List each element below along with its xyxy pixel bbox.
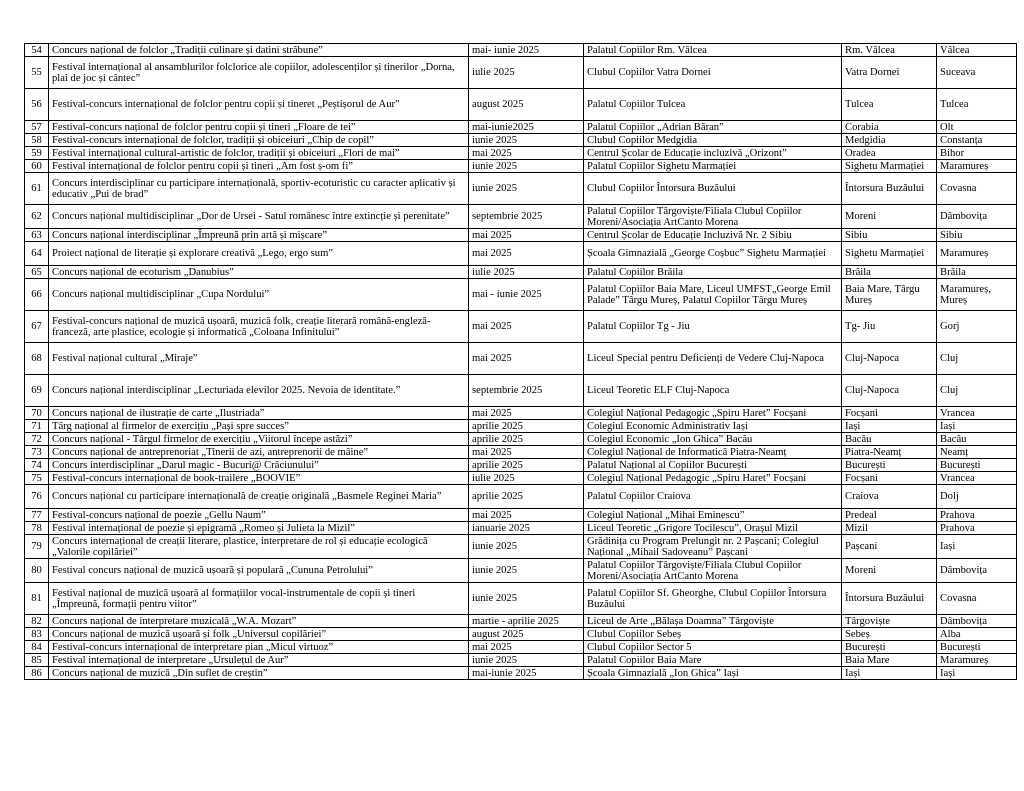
table-row <box>25 89 1017 121</box>
event-period-cell: mai 2025 <box>469 343 584 375</box>
event-period-cell: aprilie 2025 <box>469 433 584 446</box>
organizer-cell: Clubul Copiilor Întorsura Buzăului <box>584 173 842 205</box>
locality-cell: Medgidia <box>842 134 937 147</box>
event-period-cell: septembrie 2025 <box>469 205 584 229</box>
table-row <box>25 229 1017 242</box>
table-row <box>25 420 1017 433</box>
county-cell: Iași <box>937 667 1017 680</box>
locality-cell: Vatra Dornei <box>842 57 937 89</box>
table-row <box>25 147 1017 160</box>
event-period-cell: mai 2025 <box>469 147 584 160</box>
event-period-cell: mai- iunie 2025 <box>469 44 584 57</box>
row-number-cell: 76 <box>25 485 49 509</box>
organizer-cell: Clubul Copiilor Medgidia <box>584 134 842 147</box>
organizer-cell: Centrul Școlar de Educație Incluzivă Nr. 2 Sibiu <box>584 229 842 242</box>
county-cell: Vrancea <box>937 407 1017 420</box>
county-cell: Covasna <box>937 583 1017 615</box>
county-cell: București <box>937 641 1017 654</box>
event-period-cell: aprilie 2025 <box>469 485 584 509</box>
event-name-cell: Concurs național multidisciplinar „Dor de Ursei - Satul românesc între extincție și perenitate” <box>49 205 469 229</box>
county-cell: Prahova <box>937 522 1017 535</box>
row-number-cell: 79 <box>25 535 49 559</box>
organizer-cell: Colegiul Național Pedagogic „Spiru Haret” Focșani <box>584 407 842 420</box>
county-cell: Vrancea <box>937 472 1017 485</box>
event-period-cell: iulie 2025 <box>469 57 584 89</box>
row-number-cell: 64 <box>25 242 49 266</box>
locality-cell: Iași <box>842 667 937 680</box>
table-row <box>25 375 1017 407</box>
table-row <box>25 583 1017 615</box>
locality-cell: Întorsura Buzăului <box>842 583 937 615</box>
table-row <box>25 134 1017 147</box>
event-name-cell: Concurs național de antreprenoriat „Tinerii de azi, antreprenorii de mâine” <box>49 446 469 459</box>
table-row <box>25 343 1017 375</box>
row-number-cell: 72 <box>25 433 49 446</box>
locality-cell: Sebeș <box>842 628 937 641</box>
organizer-cell: Colegiul Național de Informatică Piatra-Neamț <box>584 446 842 459</box>
event-period-cell: iunie 2025 <box>469 535 584 559</box>
row-number-cell: 56 <box>25 89 49 121</box>
county-cell: Vâlcea <box>937 44 1017 57</box>
locality-cell: Baia Mare <box>842 654 937 667</box>
event-period-cell: ianuarie 2025 <box>469 522 584 535</box>
row-number-cell: 67 <box>25 311 49 343</box>
row-number-cell: 57 <box>25 121 49 134</box>
events-table <box>24 43 1017 680</box>
event-period-cell: mai 2025 <box>469 446 584 459</box>
row-number-cell: 82 <box>25 615 49 628</box>
row-number-cell: 63 <box>25 229 49 242</box>
row-number-cell: 78 <box>25 522 49 535</box>
organizer-cell: Centrul Școlar de Educație incluzivă „Orizont” <box>584 147 842 160</box>
county-cell: Maramureș <box>937 654 1017 667</box>
event-name-cell: Târg național al firmelor de exercițiu „Pași spre succes” <box>49 420 469 433</box>
county-cell: Tulcea <box>937 89 1017 121</box>
locality-cell: Focșani <box>842 407 937 420</box>
table-row <box>25 615 1017 628</box>
row-number-cell: 75 <box>25 472 49 485</box>
organizer-cell: Palatul Copiilor Sf. Gheorghe, Clubul Copiilor Întorsura Buzăului <box>584 583 842 615</box>
event-name-cell: Festival-concurs național de poezie „Gellu Naum” <box>49 509 469 522</box>
organizer-cell: Palatul Copiilor Târgoviște/Filiala Clubul Copiilor Moreni/Asociația ArtCanto Morena <box>584 559 842 583</box>
table-row <box>25 242 1017 266</box>
event-name-cell: Concurs național de muzică ușoară și folk „Universul copilăriei” <box>49 628 469 641</box>
event-name-cell: Festival internațional de interpretare „Ursulețul de Aur” <box>49 654 469 667</box>
row-number-cell: 58 <box>25 134 49 147</box>
locality-cell: Brăila <box>842 266 937 279</box>
locality-cell: Tg- Jiu <box>842 311 937 343</box>
table-row <box>25 160 1017 173</box>
organizer-cell: Clubul Copiilor Vatra Dornei <box>584 57 842 89</box>
county-cell: Alba <box>937 628 1017 641</box>
event-name-cell: Concurs național de muzică „Din suflet de creștin” <box>49 667 469 680</box>
row-number-cell: 55 <box>25 57 49 89</box>
county-cell: Sibiu <box>937 229 1017 242</box>
event-name-cell: Festival-concurs internațional de interpretare pian „Micul virtuoz” <box>49 641 469 654</box>
table-row <box>25 628 1017 641</box>
county-cell: Cluj <box>937 375 1017 407</box>
event-period-cell: martie - aprilie 2025 <box>469 615 584 628</box>
table-row <box>25 44 1017 57</box>
table-row <box>25 311 1017 343</box>
organizer-cell: Palatul Copiilor Târgoviște/Filiala Clubul Copiilor Moreni/Asociația ArtCanto Morena <box>584 205 842 229</box>
event-name-cell: Festival internațional al ansamblurilor folclorice ale copiilor, adolescenților și tinerilor „Dorna, plai de joc și cântec” <box>49 57 469 89</box>
table-row <box>25 485 1017 509</box>
event-period-cell: mai 2025 <box>469 509 584 522</box>
event-period-cell: iunie 2025 <box>469 134 584 147</box>
organizer-cell: Palatul Copiilor Craiova <box>584 485 842 509</box>
row-number-cell: 83 <box>25 628 49 641</box>
event-period-cell: mai 2025 <box>469 242 584 266</box>
event-name-cell: Concurs național interdisciplinar „Împreună prin artă și mișcare” <box>49 229 469 242</box>
row-number-cell: 60 <box>25 160 49 173</box>
locality-cell: București <box>842 459 937 472</box>
row-number-cell: 68 <box>25 343 49 375</box>
event-period-cell: aprilie 2025 <box>469 459 584 472</box>
locality-cell: Întorsura Buzăului <box>842 173 937 205</box>
organizer-cell: Liceul Special pentru Deficienți de Vedere Cluj-Napoca <box>584 343 842 375</box>
row-number-cell: 61 <box>25 173 49 205</box>
county-cell: Gorj <box>937 311 1017 343</box>
event-name-cell: Concurs interdisciplinar „Darul magic - Bucuri@ Crăciunului” <box>49 459 469 472</box>
organizer-cell: Clubul Copiilor Sebeș <box>584 628 842 641</box>
organizer-cell: Liceul Teoretic ELF Cluj-Napoca <box>584 375 842 407</box>
event-name-cell: Concurs național - Târgul firmelor de exercițiu „Viitorul începe astăzi” <box>49 433 469 446</box>
event-name-cell: Concurs național de interpretare muzicală „W.A. Mozart” <box>49 615 469 628</box>
locality-cell: Pașcani <box>842 535 937 559</box>
event-period-cell: septembrie 2025 <box>469 375 584 407</box>
row-number-cell: 86 <box>25 667 49 680</box>
organizer-cell: Palatul Național al Copiilor București <box>584 459 842 472</box>
county-cell: Maramureș <box>937 160 1017 173</box>
county-cell: București <box>937 459 1017 472</box>
county-cell: Cluj <box>937 343 1017 375</box>
county-cell: Maramureș <box>937 242 1017 266</box>
row-number-cell: 80 <box>25 559 49 583</box>
row-number-cell: 62 <box>25 205 49 229</box>
county-cell: Dâmbovița <box>937 559 1017 583</box>
event-name-cell: Concurs național de folclor „Tradiții culinare și datini străbune” <box>49 44 469 57</box>
event-period-cell: iunie 2025 <box>469 583 584 615</box>
event-period-cell: august 2025 <box>469 89 584 121</box>
event-name-cell: Festival internațional de poezie și epigramă „Romeo și Julieta la Mizil” <box>49 522 469 535</box>
events-table-body <box>25 44 1017 680</box>
event-name-cell: Festival-concurs internațional de folclor, tradiții și obiceiuri „Chip de copil” <box>49 134 469 147</box>
organizer-cell: Grădinița cu Program Prelungit nr. 2 Pașcani; Colegiul Național „Mihail Sadoveanu” Pașcani <box>584 535 842 559</box>
table-row <box>25 433 1017 446</box>
table-row <box>25 509 1017 522</box>
event-name-cell: Festival internațional cultural-artistic de folclor, tradiții și obiceiuri „Flori de mai” <box>49 147 469 160</box>
event-name-cell: Concurs interdisciplinar cu participare internațională, sportiv-ecoturistic cu caracter aplicativ și educativ „Pui de brad” <box>49 173 469 205</box>
locality-cell: Moreni <box>842 559 937 583</box>
event-name-cell: Concurs național de ilustrație de carte „Ilustriada” <box>49 407 469 420</box>
county-cell: Iași <box>937 420 1017 433</box>
row-number-cell: 85 <box>25 654 49 667</box>
table-row <box>25 522 1017 535</box>
table-row <box>25 173 1017 205</box>
row-number-cell: 71 <box>25 420 49 433</box>
event-period-cell: iunie 2025 <box>469 559 584 583</box>
event-name-cell: Festival-concurs național de folclor pentru copii și tineri „Floare de tei” <box>49 121 469 134</box>
county-cell: Dâmbovița <box>937 205 1017 229</box>
row-number-cell: 65 <box>25 266 49 279</box>
locality-cell: Predeal <box>842 509 937 522</box>
table-row <box>25 446 1017 459</box>
locality-cell: Focșani <box>842 472 937 485</box>
table-row <box>25 266 1017 279</box>
event-period-cell: mai-iunie 2025 <box>469 667 584 680</box>
organizer-cell: Colegiul Economic „Ion Ghica” Bacău <box>584 433 842 446</box>
county-cell: Dolj <box>937 485 1017 509</box>
row-number-cell: 84 <box>25 641 49 654</box>
locality-cell: Sighetu Marmației <box>842 160 937 173</box>
locality-cell: Târgoviște <box>842 615 937 628</box>
locality-cell: Iași <box>842 420 937 433</box>
row-number-cell: 69 <box>25 375 49 407</box>
table-row <box>25 641 1017 654</box>
organizer-cell: Colegiul Economic Administrativ Iași <box>584 420 842 433</box>
county-cell: Prahova <box>937 509 1017 522</box>
row-number-cell: 73 <box>25 446 49 459</box>
organizer-cell: Palatul Copiilor Rm. Vâlcea <box>584 44 842 57</box>
event-name-cell: Festival-concurs internațional de folclor pentru copii și tineret „Peștișorul de Aur” <box>49 89 469 121</box>
organizer-cell: Clubul Copiilor Sector 5 <box>584 641 842 654</box>
county-cell: Brăila <box>937 266 1017 279</box>
county-cell: Bacău <box>937 433 1017 446</box>
event-name-cell: Concurs național interdisciplinar „Lecturiada elevilor 2025. Nevoia de identitate.” <box>49 375 469 407</box>
organizer-cell: Palatul Copiilor Tg - Jiu <box>584 311 842 343</box>
locality-cell: Bacău <box>842 433 937 446</box>
event-name-cell: Concurs internațional de creații literare, plastice, interpretare de rol și educație ecologică „Valorile copilăriei” <box>49 535 469 559</box>
row-number-cell: 70 <box>25 407 49 420</box>
organizer-cell: Școala Gimnazială „Ion Ghica” Iași <box>584 667 842 680</box>
table-row <box>25 279 1017 311</box>
locality-cell: Craiova <box>842 485 937 509</box>
locality-cell: Cluj-Napoca <box>842 343 937 375</box>
locality-cell: Corabia <box>842 121 937 134</box>
event-name-cell: Festival-concurs național de muzică ușoară, muzică folk, creație literară română-engleză-franceză, arte plastice, ecologie și informatică „Coloana Infinitului” <box>49 311 469 343</box>
organizer-cell: Palatul Copiilor Brăila <box>584 266 842 279</box>
event-period-cell: mai-iunie2025 <box>469 121 584 134</box>
organizer-cell: Palatul Copiilor Baia Mare, Liceul UMFST„George Emil Palade” Târgu Mureș, Palatul Copiilor Târgu Mureș <box>584 279 842 311</box>
organizer-cell: Școala Gimnazială „George Coșbuc” Sighetu Marmației <box>584 242 842 266</box>
table-row <box>25 667 1017 680</box>
locality-cell: Cluj-Napoca <box>842 375 937 407</box>
event-period-cell: august 2025 <box>469 628 584 641</box>
event-name-cell: Concurs național de ecoturism „Danubius” <box>49 266 469 279</box>
event-name-cell: Proiect național de literație și explorare creativă „Lego, ergo sum” <box>49 242 469 266</box>
event-period-cell: mai - iunie 2025 <box>469 279 584 311</box>
organizer-cell: Palatul Copiilor Baia Mare <box>584 654 842 667</box>
organizer-cell: Palatul Copiilor „Adrian Băran” <box>584 121 842 134</box>
locality-cell: Tulcea <box>842 89 937 121</box>
event-period-cell: mai 2025 <box>469 229 584 242</box>
county-cell: Constanța <box>937 134 1017 147</box>
locality-cell: Rm. Vâlcea <box>842 44 937 57</box>
document-page <box>24 43 996 680</box>
locality-cell: Sibiu <box>842 229 937 242</box>
table-row <box>25 459 1017 472</box>
organizer-cell: Palatul Copiilor Sighetu Marmației <box>584 160 842 173</box>
event-period-cell: aprilie 2025 <box>469 420 584 433</box>
row-number-cell: 54 <box>25 44 49 57</box>
row-number-cell: 66 <box>25 279 49 311</box>
locality-cell: Moreni <box>842 205 937 229</box>
event-period-cell: iunie 2025 <box>469 173 584 205</box>
county-cell: Maramureș, Mureș <box>937 279 1017 311</box>
event-period-cell: mai 2025 <box>469 641 584 654</box>
event-name-cell: Festival național de muzică ușoară al formațiilor vocal-instrumentale de copii și tineri „Împreună, formații pentru viitor” <box>49 583 469 615</box>
county-cell: Suceava <box>937 57 1017 89</box>
county-cell: Iași <box>937 535 1017 559</box>
locality-cell: Sighetu Marmației <box>842 242 937 266</box>
county-cell: Covasna <box>937 173 1017 205</box>
table-row <box>25 407 1017 420</box>
table-row <box>25 535 1017 559</box>
event-name-cell: Festival-concurs internațional de book-trailere „BOOVIE” <box>49 472 469 485</box>
table-row <box>25 121 1017 134</box>
organizer-cell: Colegiul Național Pedagogic „Spiru Haret” Focșani <box>584 472 842 485</box>
event-name-cell: Festival național cultural „Miraje” <box>49 343 469 375</box>
event-period-cell: iulie 2025 <box>469 266 584 279</box>
table-row <box>25 472 1017 485</box>
row-number-cell: 81 <box>25 583 49 615</box>
event-name-cell: Festival internațional de folclor pentru copii și tineri „Am fost ș-om fi” <box>49 160 469 173</box>
locality-cell: Piatra-Neamț <box>842 446 937 459</box>
locality-cell: Oradea <box>842 147 937 160</box>
organizer-cell: Palatul Copiilor Tulcea <box>584 89 842 121</box>
organizer-cell: Liceul Teoretic „Grigore Tocilescu”, Orașul Mizil <box>584 522 842 535</box>
event-name-cell: Concurs național multidisciplinar „Cupa Nordului” <box>49 279 469 311</box>
event-period-cell: mai 2025 <box>469 311 584 343</box>
locality-cell: Baia Mare, Târgu Mureș <box>842 279 937 311</box>
county-cell: Neamț <box>937 446 1017 459</box>
row-number-cell: 59 <box>25 147 49 160</box>
table-row <box>25 57 1017 89</box>
row-number-cell: 74 <box>25 459 49 472</box>
table-row <box>25 205 1017 229</box>
county-cell: Bihor <box>937 147 1017 160</box>
event-period-cell: iunie 2025 <box>469 160 584 173</box>
table-row <box>25 559 1017 583</box>
locality-cell: București <box>842 641 937 654</box>
organizer-cell: Liceul de Arte „Bălașa Doamna” Târgoviște <box>584 615 842 628</box>
event-period-cell: iulie 2025 <box>469 472 584 485</box>
event-name-cell: Festival concurs național de muzică ușoară și populară „Cununa Petrolului” <box>49 559 469 583</box>
county-cell: Olt <box>937 121 1017 134</box>
locality-cell: Mizil <box>842 522 937 535</box>
county-cell: Dâmbovița <box>937 615 1017 628</box>
event-period-cell: mai 2025 <box>469 407 584 420</box>
row-number-cell: 77 <box>25 509 49 522</box>
organizer-cell: Colegiul Național „Mihai Eminescu” <box>584 509 842 522</box>
event-name-cell: Concurs național cu participare internațională de creație originală „Basmele Reginei Maria” <box>49 485 469 509</box>
table-row <box>25 654 1017 667</box>
event-period-cell: iunie 2025 <box>469 654 584 667</box>
